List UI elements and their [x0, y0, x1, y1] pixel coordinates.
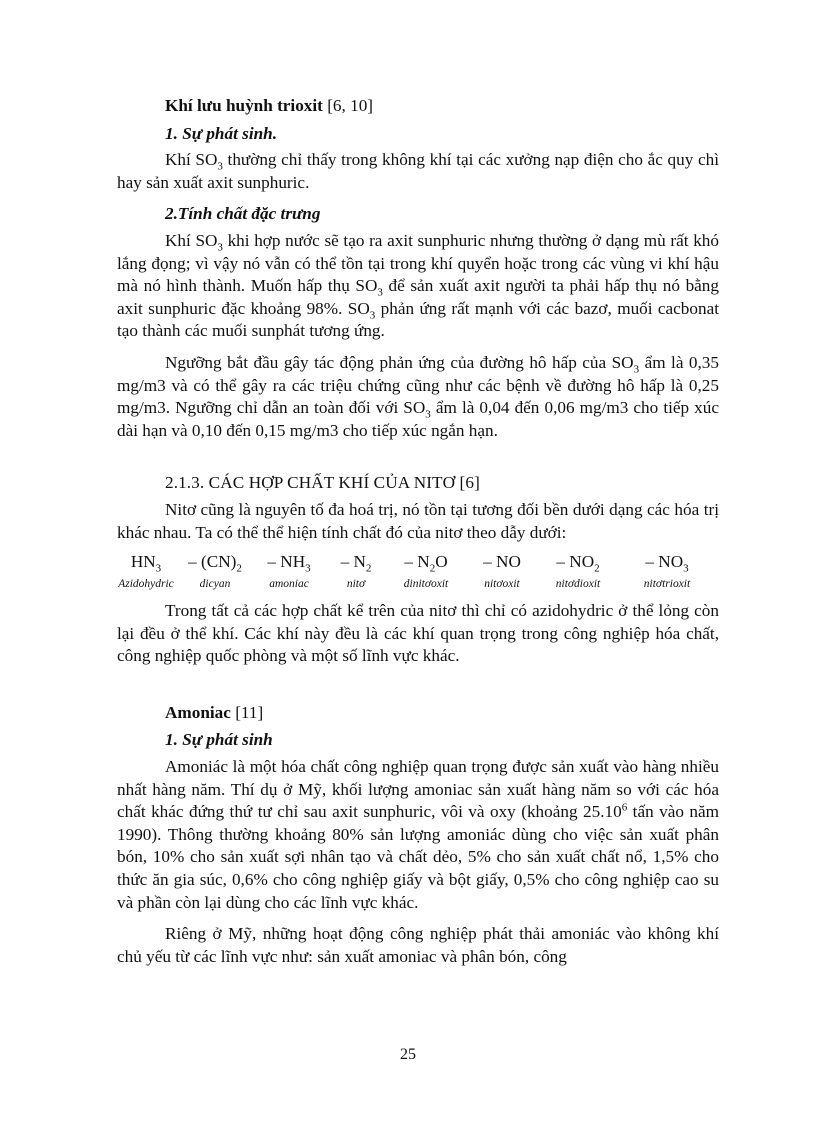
formula: – $(CN)_2$	[188, 552, 242, 575]
section-title-nitrogen: 2.1.3. CÁC HỢP CHẤT KHÍ CỦA NITƠ [6]	[165, 473, 480, 493]
document-page	[117, 95, 719, 977]
subheading-origin: 1. Sự phát sinh.	[165, 123, 278, 143]
paragraph: Nitơ cũng là nguyên tố đa hoá trị, nó tồn tại tương đối bền dưới dạng các hóa trị khác nhau. Ta có thể thể hiện tính chất đó của nitơ theo dẫy dưới:	[117, 499, 719, 542]
formula-label: Azidohydric	[118, 578, 174, 591]
paragraph: Riêng ở Mỹ, những hoạt động công nghiệp phát thải amoniác vào không khí chủ yếu từ các lĩnh vực như: sản xuất amoniac và phân bón, công	[117, 924, 719, 966]
formula-label: dinitơoxit	[403, 578, 449, 591]
section-heading-ammonia: Amoniac [11]	[165, 702, 264, 722]
formula-label: nitơdioxit	[555, 578, 601, 591]
subheading-properties: 2.Tính chất đặc trưng	[165, 204, 321, 224]
paragraph: Ngưỡng bắt đầu gây tác động phản ứng của đường hô hấp của $SO_3$ ẩm là 0,35 mg/m3 và có thể gây ra các triệu chứng cũng như các bệnh về đường hô hấp là 0,25 mg/m3. Ngưỡng chỉ dẫn an toàn đối với $SO_3$ ẩm là 0,04 đến 0,06 mg/m3 cho tiếp xúc dài hạn và 0,10 đến 0,15 mg/m3 cho tiếp xúc ngắn hạn.	[117, 352, 719, 440]
page-number: 25	[400, 1046, 416, 1063]
formula: – NO	[483, 552, 521, 572]
formula-label: nitơ	[346, 578, 366, 591]
formula-label: nitơoxit	[484, 578, 520, 591]
formula: – $N_2$	[340, 552, 372, 575]
formula: – $N_2O$	[404, 552, 448, 575]
section-heading-so3: Khí lưu huỳnh trioxit [6, 10]	[165, 96, 374, 115]
formula: – $NO_2$	[556, 552, 600, 575]
formula: – $NO_3$	[645, 552, 689, 575]
formula-label: dicyan	[199, 578, 231, 591]
paragraph: Amoniác là một hóa chất công nghiệp quan trọng được sản xuất vào hàng nhiều nhất hàng năm. Thí dụ ở Mỹ, khối lượng amoniac sản xuất hàng năm so với các hóa chất khác đứng thứ tư chỉ sau axit sunphuric, vôi và oxy (khoảng 25.10$^6$ tấn vào năm 1990). Thông thường khoảng 80% sản lượng amoniác dùng cho việc sản xuất phân bón, 10% cho sản xuất sợi nhân tạo và chất dẻo, 5% cho sản xuất chất nổ, 1,5% cho thức ăn gia súc, 0,6% cho công nghiệp giấy và bột giấy, 0,5% cho công nghiệp cao su và phần còn lại dùng cho các lĩnh vực khác.	[117, 757, 719, 912]
formula: $HN_3$	[130, 552, 162, 575]
formula-label: amoniac	[269, 578, 309, 591]
formula: – $NH_3$	[267, 552, 311, 575]
paragraph: Khí $SO_3$ khi hợp nước sẽ tạo ra axit sunphuric nhưng thường ở dạng mù rất khó lắng đọng; vì vậy nó vẫn có thể tồn tại trong khí quyển hoặc trong các vùng vi khí hậu mà nó hình thành. Muốn hấp thụ $SO_3$ để sản xuất axit người ta phải hấp thụ nó bằng axit sunphuric đặc khoảng 98%. $SO_3$ phản ứng rất mạnh với các bazơ, muối cacbonat tạo thành các muối sunphát tương ứng.	[117, 230, 719, 341]
paragraph: Trong tất cả các hợp chất kể trên của nitơ thì chỉ có azidohydric ở thể lỏng còn lại đều ở thể khí. Các khí này đều là các khí quan trọng trong công nghiệp hóa chất, công nghiệp quốc phòng và một số lĩnh vực khác.	[117, 601, 719, 666]
subheading-origin: 1. Sự phát sinh	[165, 730, 273, 750]
nitrogen-compound-chain	[114, 550, 719, 594]
formula-label: nitơtrioxit	[643, 578, 691, 591]
paragraph: Khí $SO_3$ thường chỉ thấy trong không khí tại các xưởng nạp điện cho ắc quy chì hay sản xuất axit sunphuric.	[117, 150, 719, 192]
